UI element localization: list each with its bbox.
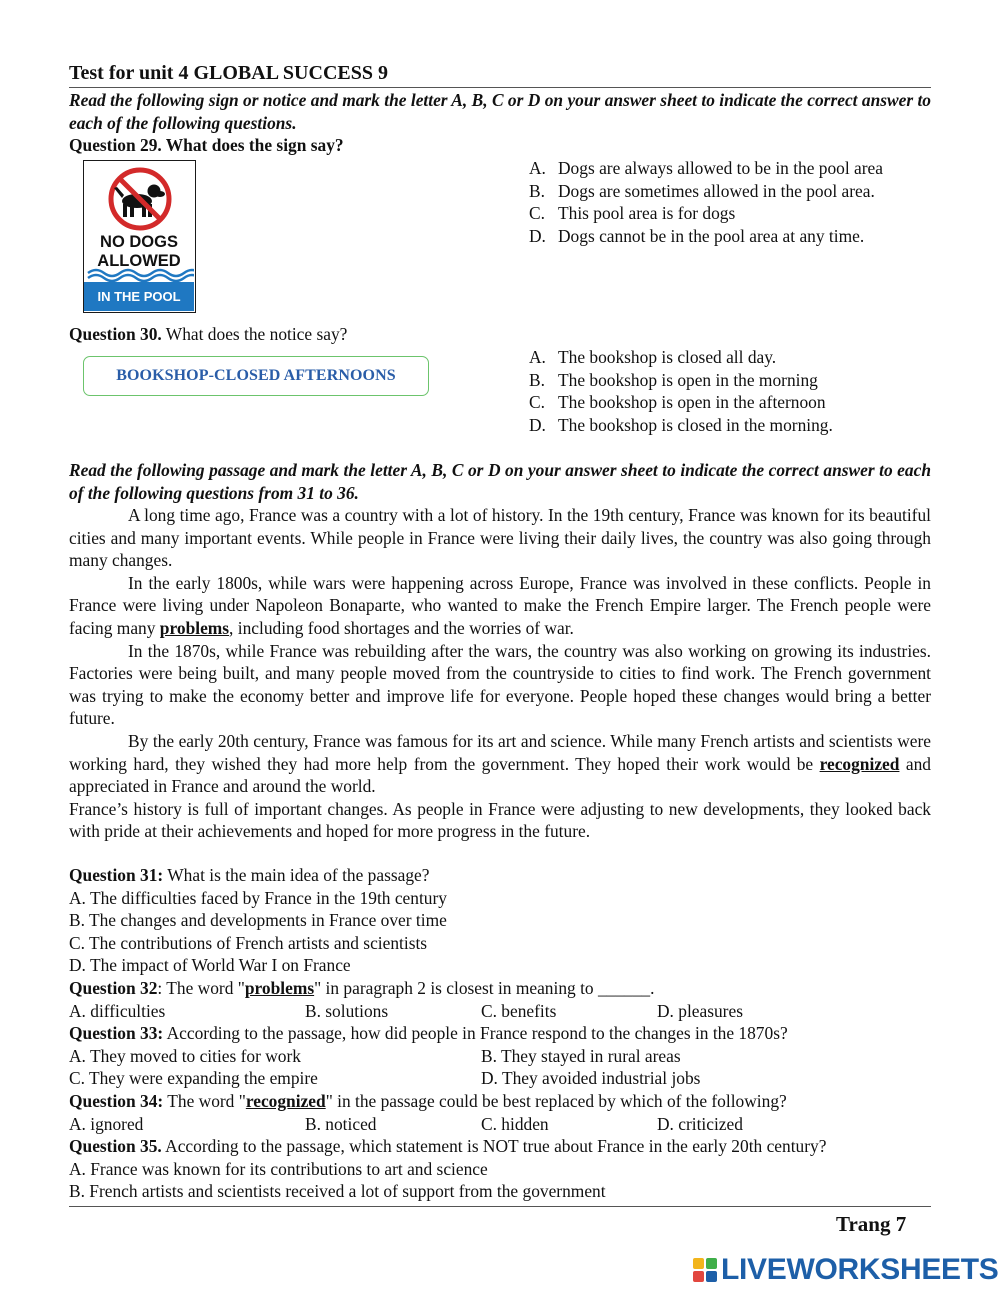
passage-paragraph-3: In the 1870s, while France was rebuilding after the wars, the country was also working on growing its industries. Factories were being built, and many people moved from the countryside to cities to find work. The French government was trying to make the economy better and improve life for everyone. People hoped these changes would bring a better future. xyxy=(69,640,931,729)
option-29-b[interactable]: B. Dogs are sometimes allowed in the pool area. xyxy=(529,180,875,201)
option-32-a[interactable]: A. difficulties xyxy=(69,1000,166,1021)
option-31-d[interactable]: D. The impact of World War I on France xyxy=(69,955,351,976)
question-30-label: Question 30. xyxy=(69,324,162,344)
liveworksheets-logo-text: LIVEWORKSHEETS xyxy=(721,1252,999,1286)
option-31-b[interactable]: B. The changes and developments in France over time xyxy=(69,910,447,931)
section2-instruction: Read the following passage and mark the letter A, B, C or D on your answer sheet to indicate the correct answer to each of the following questions from 31 to 36. xyxy=(69,460,931,503)
highlighted-word-recognized: recognized xyxy=(819,753,900,774)
option-29-d[interactable]: D. Dogs cannot be in the pool area at any time. xyxy=(529,225,865,246)
option-33-a[interactable]: A. They moved to cities for work xyxy=(69,1045,301,1066)
question-30 xyxy=(69,323,347,346)
questions-block xyxy=(69,864,931,1203)
passage-paragraph-2: In the early 1800s, while wars were happening across Europe, France was involved in these conflicts. People in France were living under Napoleon Bonaparte, who wanted to make the French Empire larger. The French people were facing many problems, including food shortages and the worries of war. xyxy=(69,572,931,638)
question-32-options xyxy=(69,1000,931,1023)
header-divider xyxy=(69,87,931,88)
option-34-b[interactable]: B. noticed xyxy=(305,1113,377,1134)
option-31-c[interactable]: C. The contributions of French artists and scientists xyxy=(69,932,428,953)
option-32-d[interactable]: D. pleasures xyxy=(657,1000,743,1021)
option-32-b[interactable]: B. solutions xyxy=(305,1000,389,1021)
option-33-c[interactable]: C. They were expanding the empire xyxy=(69,1068,318,1089)
option-35-a[interactable]: A. France was known for its contributions to art and science xyxy=(69,1158,488,1179)
question-32: Question 32: The word "problems" in paragraph 2 is closest in meaning to ______. xyxy=(69,977,655,998)
question-31: Question 31: What is the main idea of the passage? xyxy=(69,865,430,885)
sign-line-2: ALLOWED xyxy=(97,252,181,270)
sign-line-3: IN THE POOL xyxy=(97,289,181,304)
liveworksheets-logo xyxy=(692,1254,999,1286)
option-30-d[interactable]: D. The bookshop is closed in the morning. xyxy=(529,414,833,435)
option-30-b[interactable]: B. The bookshop is open in the morning xyxy=(529,369,818,390)
page-title: Test for unit 4 GLOBAL SUCCESS 9 xyxy=(69,62,388,84)
option-34-a[interactable]: A. ignored xyxy=(69,1113,144,1134)
question-34-options xyxy=(69,1113,931,1136)
question-33-options-row-2 xyxy=(69,1067,931,1090)
option-33-d[interactable]: D. They avoided industrial jobs xyxy=(481,1068,701,1089)
question-29-options xyxy=(529,157,912,247)
question-34: Question 34: The word "recognized" in the passage could be best replaced by which of the following? xyxy=(69,1090,787,1111)
highlighted-word-problems: problems xyxy=(159,617,230,638)
option-35-b[interactable]: B. French artists and scientists received a lot of support from the government xyxy=(69,1181,606,1202)
sign-text-block xyxy=(84,233,194,271)
option-29-c[interactable]: C. This pool area is for dogs xyxy=(529,203,736,224)
page-number: Trang 7 xyxy=(836,1212,907,1236)
passage-paragraph-1: A long time ago, France was a country with a lot of history. In the 19th century, France was known for its beautiful cities and many important events. While people in France were living their daily lives, the country was also going through many changes. xyxy=(69,505,931,571)
option-33-b[interactable]: B. They stayed in rural areas xyxy=(481,1045,681,1066)
section1-instruction: Read the following sign or notice and mark the letter A, B, C or D on your answer sheet to indicate the correct answer to each of the following questions. xyxy=(69,90,931,133)
question-33: Question 33: According to the passage, how did people in France respond to the changes in the 1870s? xyxy=(69,1023,788,1044)
passage-paragraph-4: By the early 20th century, France was famous for its art and science. While many French artists and scientists were working hard, they wished they had more help from the government. They hoped their work would be recognized and appreciated in France and around the world. xyxy=(69,730,931,797)
question-33-options-row-1 xyxy=(69,1045,931,1068)
footer-divider xyxy=(69,1206,931,1207)
passage-paragraph-5: France’s history is full of important changes. As people in France were adjusting to new developments, they looked back with pride at their achievements and hoped for more progress in the future. xyxy=(69,798,931,842)
option-34-c[interactable]: C. hidden xyxy=(481,1113,549,1134)
question-35: Question 35. According to the passage, which statement is NOT true about France in the early 20th century? xyxy=(69,1136,827,1157)
option-32-c[interactable]: C. benefits xyxy=(481,1000,557,1021)
option-34-d[interactable]: D. criticized xyxy=(657,1113,743,1134)
option-29-a[interactable]: A. Dogs are always allowed to be in the pool area xyxy=(529,158,883,178)
question-29-label: Question 29. What does the sign say? xyxy=(69,135,344,155)
reading-passage xyxy=(69,504,931,843)
no-dogs-sign xyxy=(83,160,196,313)
option-31-a[interactable]: A. The difficulties faced by France in the 19th century xyxy=(69,887,447,908)
liveworksheets-logo-icon xyxy=(692,1257,718,1283)
option-30-a[interactable]: A. The bookshop is closed all day. xyxy=(529,347,777,367)
bookshop-notice: BOOKSHOP-CLOSED AFTERNOONS xyxy=(83,356,429,396)
question-30-options xyxy=(529,346,912,436)
question-30-text: What does the notice say? xyxy=(161,324,348,344)
sign-line-1: NO DOGS xyxy=(100,233,178,251)
option-30-c[interactable]: C. The bookshop is open in the afternoon xyxy=(529,392,826,413)
